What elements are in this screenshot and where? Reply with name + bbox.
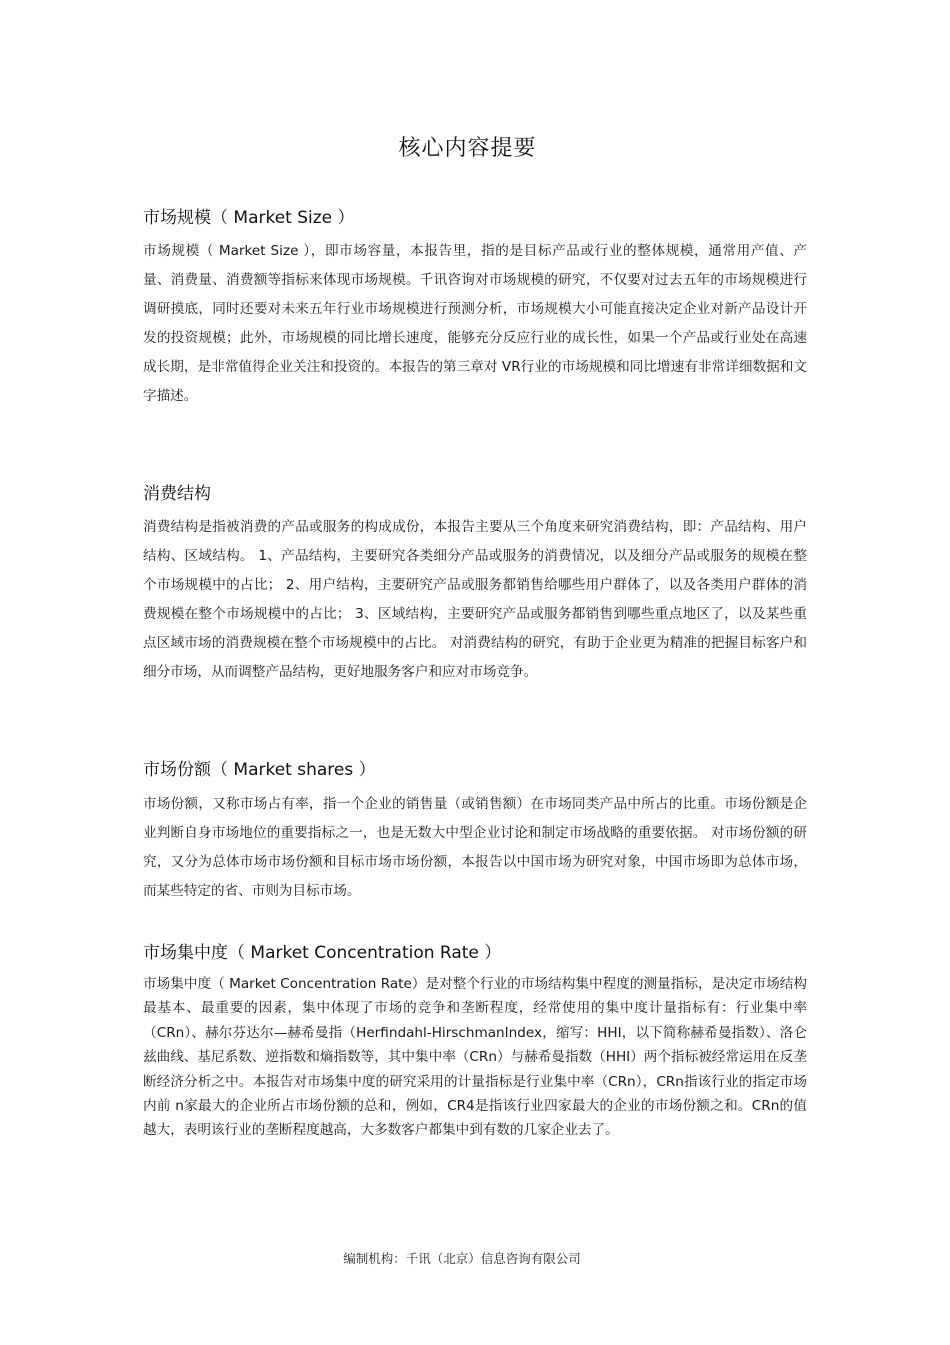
section-body-market-shares: 市场份额，又称市场占有率，指一个企业的销售量（或销售额）在市场同类产品中所占的比重。市场份额是企业判断自身市场地位的重要指标之一，也是无数大中型企业讨论和制定市场战略的重要依据。 对市场份额的研究，又分为总体市场市场份额和目标市场市场份额，本报告以中国市场为研究对象，中国市场即为总体市场，而某些特定的省、市则为目标市场。: [143, 796, 807, 899]
section-heading-market-shares: 市场份额（ Market shares ）: [143, 760, 376, 780]
section-heading-consumption-structure: 消费结构: [143, 484, 211, 504]
section-body-market-size: 市场规模（ Market Size ），即市场容量，本报告里，指的是目标产品或行业的整体规模，通常用产值、产量、消费量、消费额等指标来体现市场规模。千讯咨询对市场规模的研究，不仅要对过去五年的市场规模进行调研摸底，同时还要对未来五年行业市场规模进行预测分析，市场规模大小可能直接决定企业对新产品设计开发的投资规模；此外，市场规模的同比增长速度，能够充分反应行业的成长性，如果一个产品或行业处在高速成长期，是非常值得企业关注和投资的。本报告的第三章对 VR行业的市场规模和同比增速有非常详细数据和文字描述。: [143, 243, 807, 404]
section-heading-market-concentration: 市场集中度（ Market Concentration Rate ）: [143, 943, 502, 963]
section-body-market-concentration: 市场集中度（ Market Concentration Rate）是对整个行业的市场结构集中程度的测量指标，是决定市场结构最基本、最重要的因素，集中体现了市场的竞争和垄断程度，经常使用的集中度计量指标有：行业集中率（CRn）、赫尔芬达尔—赫希曼指（Herfindahl-HirschmanIndex，缩写：HHI，以下简称赫希曼指数）、洛仑兹曲线、基尼系数、逆指数和熵指数等，其中集中率（CRn）与赫希曼指数（HHI）两个指标被经常运用在反垄断经济分析之中。本报告对市场集中度的研究采用的计量指标是行业集中率（CRn），CRn指该行业的指定市场内前 n家最大的企业所占市场份额的总和，例如，CR4是指该行业四家最大的企业的市场份额之和。CRn的值越大，表明该行业的垄断程度越高，大多数客户都集中到有数的几家企业去了。: [143, 976, 807, 1139]
footer-publisher: 编制机构：千讯（北京）信息咨询有限公司: [343, 1251, 581, 1266]
section-body-consumption-structure: 消费结构是指被消费的产品或服务的构成成份，本报告主要从三个角度来研究消费结构，即：产品结构、用户结构、区域结构。 1、产品结构，主要研究各类细分产品或服务的消费情况，以及细分产品或服务的规模在整个市场规模中的占比； 2、用户结构，主要研究产品或服务都销售给哪些用户群体了，以及各类用户群体的消费规模在整个市场规模中的占比； 3、区域结构，主要研究产品或服务都销售到哪些重点地区了，以及某些重点区域市场的消费规模在整个市场规模中的占比。 对消费结构的研究，有助于企业更为精准的把握目标客户和细分市场，从而调整产品结构，更好地服务客户和应对市场竞争。: [143, 519, 807, 680]
document-title: 核心内容提要: [398, 136, 537, 161]
section-heading-market-size: 市场规模（ Market Size ）: [143, 208, 355, 228]
